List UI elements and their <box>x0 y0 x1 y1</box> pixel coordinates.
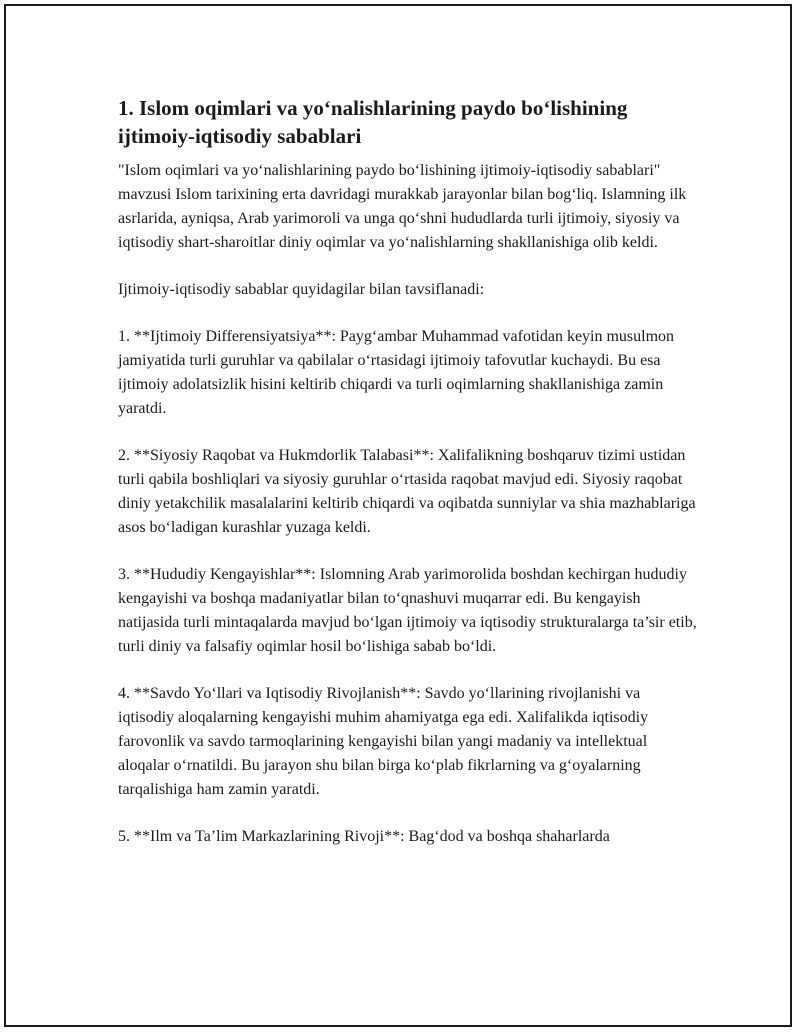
cause-3-paragraph: 3. **Hududiy Kengayishlar**: Islomning Arab yarimorolida boshdan kechirgan hududiy kengayishi va boshqa madaniyatlar bilan to‘qnashuvi muqarrar edi. Bu kengayish natijasida turli mintaqalarda mavjud bo‘lgan ijtimoiy va iqtisodiy strukturalarga ta’sir etib, turli diniy va falsafiy oqimlar hosil bo‘lishiga sabab bo‘ldi. <box>118 566 697 655</box>
causes-intro-paragraph: Ijtimoiy-iqtisodiy sabablar quyidagilar bilan tavsiflanadi: <box>118 281 485 298</box>
intro-paragraph: "Islom oqimlari va yo‘nalishlarining paydo bo‘lishining ijtimoiy-iqtisodiy sabablari" mavzusi Islom tarixining erta davridagi murakkab jarayonlar bilan bog‘liq. Islamning ilk asrlarida, ayniqsa, Arab yarimoroli va unga qo‘shni hududlarda turli ijtimoiy, siyosiy va iqtisodiy shart-sharoitlar diniy oqimlar va yo‘nalishlarning shakllanishiga olib keldi. <box>118 162 687 251</box>
cause-1-paragraph: 1. **Ijtimoiy Differensiyatsiya**: Payg‘ambar Muhammad vafotidan keyin musulmon jamiyatida turli guruhlar va qabilalar o‘rtasidagi ijtimoiy tafovutlar kuchaydi. Bu esa ijtimoiy adolatsizlik hisini keltirib chiqardi va turli oqimlarning shakllanishiga zamin yaratdi. <box>118 328 675 417</box>
document-body <box>118 94 698 872</box>
section-heading: 1. Islom oqimlari va yo‘nalishlarining paydo bo‘lishining ijtimoiy-iqtisodiy sabablari <box>118 96 628 148</box>
cause-5-paragraph: 5. **Ilm va Ta’lim Markazlarining Rivoji**: Bag‘dod va boshqa shaharlarda <box>118 828 610 845</box>
cause-4-paragraph: 4. **Savdo Yo‘llari va Iqtisodiy Rivojlanish**: Savdo yo‘llarining rivojlanishi va iqtisodiy aloqalarning kengayishi muhim ahamiyatga ega edi. Xalifalikda iqtisodiy farovonlik va savdo tarmoqlarining kengayishi bilan yangi madaniy va intellektual aloqalar o‘rnatildi. Bu jarayon shu bilan birga ko‘plab fikrlarning va g‘oyalarning tarqalishiga ham zamin yaratdi. <box>118 685 649 798</box>
cause-2-paragraph: 2. **Siyosiy Raqobat va Hukmdorlik Talabasi**: Xalifalikning boshqaruv tizimi ustidan turli qabila boshliqlari va siyosiy guruhlar o‘rtasida raqobat mavjud edi. Siyosiy raqobat diniy yetakchilik masalalarini keltirib chiqardi va oqibatda sunniylar va shia mazhablariga asos bo‘ladigan kurashlar yuzaga keldi. <box>118 447 696 536</box>
